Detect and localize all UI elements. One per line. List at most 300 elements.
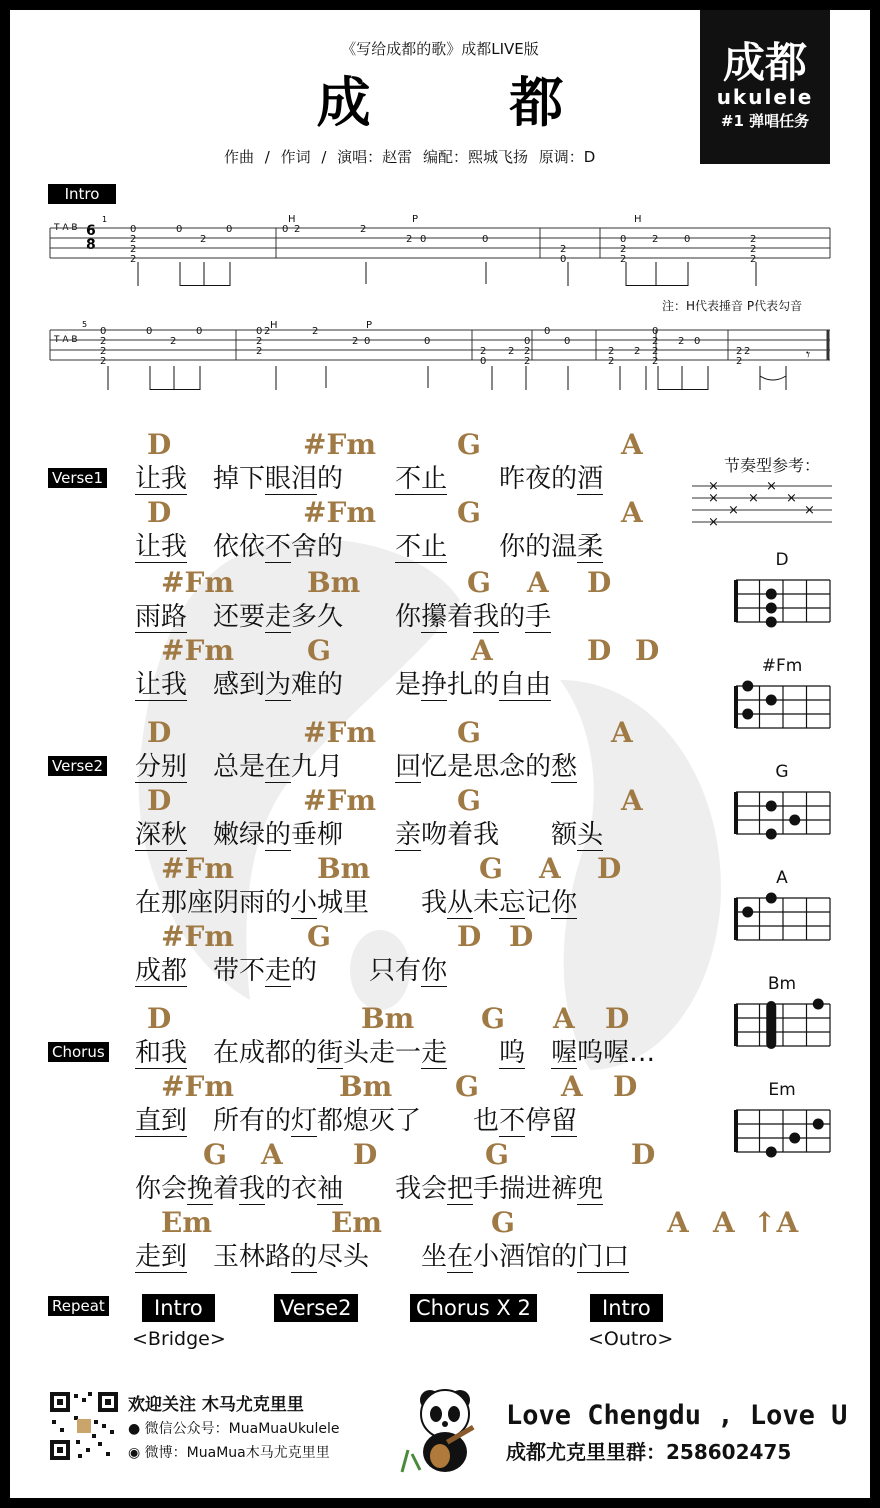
lyric-line — [135, 568, 695, 636]
repeat-label: Repeat — [48, 1296, 109, 1316]
lyric-segment: 在那座阴雨的 — [135, 888, 292, 918]
svg-text:2: 2 — [100, 356, 107, 367]
lyric-segment: 手揣进裤 — [473, 1174, 578, 1204]
lyric-segment: 城里 我 — [317, 888, 448, 918]
svg-text:×: × — [804, 503, 815, 518]
intro-label: Intro — [48, 184, 116, 204]
lyric-segment: 你的温 — [447, 532, 578, 562]
lyric-segment: 舍的 — [291, 532, 396, 562]
rhythm-pattern — [692, 478, 834, 528]
lyric-text — [135, 886, 577, 920]
chord-label: Em — [161, 1206, 212, 1239]
chord-diagram-d — [732, 574, 836, 634]
lyric-segment: 走到 — [135, 1242, 188, 1272]
svg-text:2: 2 — [508, 346, 515, 357]
lyric-segment: 着 — [213, 1174, 240, 1204]
svg-text:0: 0 — [282, 224, 289, 235]
chord-diagram-a — [732, 892, 836, 952]
repeat-intro-box: Intro — [142, 1294, 215, 1322]
finger-dot — [766, 1147, 777, 1158]
chord-label: Bm — [317, 852, 371, 885]
song-title: 成 都 — [316, 71, 624, 134]
lyric-segment: 雨路 — [135, 602, 188, 632]
chord-diagram-name: Bm — [767, 974, 797, 994]
lyric-segment: 把 — [447, 1174, 474, 1204]
lyric-segment: 和我 — [135, 1038, 188, 1068]
svg-text:2: 2 — [170, 336, 177, 347]
chord-diagram-name: D — [775, 550, 789, 570]
lyric-segment: 忆是思念的 — [421, 752, 552, 782]
finger-dot — [813, 999, 824, 1010]
lyric-segment: 在成都的 — [187, 1038, 318, 1068]
lyric-text — [135, 1036, 655, 1070]
chord-label: G — [307, 634, 331, 667]
chord-label: A — [553, 1002, 575, 1035]
chord-label: G — [457, 716, 481, 749]
lyric-segment: 我 — [239, 1174, 266, 1204]
svg-text:2: 2 — [294, 224, 301, 235]
svg-text:2: 2 — [652, 356, 659, 367]
lyric-segment: 着 — [447, 602, 474, 632]
lyric-line — [135, 498, 695, 566]
svg-text:×: × — [708, 491, 719, 506]
svg-text:2: 2 — [750, 234, 757, 245]
tab-staff-1 — [48, 206, 838, 286]
lyric-segment: 挽 — [187, 1174, 214, 1204]
svg-text:2: 2 — [744, 346, 751, 357]
lyric-text — [135, 954, 447, 988]
lyric-text — [135, 668, 551, 702]
lyric-segment: 带不 — [187, 956, 266, 986]
chord-diagram-name: #Fm — [761, 656, 803, 676]
lyric-segment: 愁 — [551, 752, 578, 782]
tab-row-label: T A B — [54, 335, 78, 345]
chord-label: A — [611, 716, 633, 749]
lyric-segment: 你 — [551, 888, 578, 918]
chord-label: #Fm — [303, 784, 376, 817]
lyric-segment: 尽头 坐 — [317, 1242, 448, 1272]
repeat-outro-box: Intro — [590, 1294, 663, 1322]
finger-dot — [766, 603, 777, 614]
bar-number: 5 — [82, 320, 88, 329]
svg-text:2: 2 — [100, 336, 107, 347]
chord-label: ↑A — [753, 1206, 799, 1239]
svg-text:0: 0 — [226, 224, 233, 235]
svg-text:2: 2 — [608, 346, 615, 357]
chord-label: Bm — [339, 1070, 393, 1103]
chord-label: D — [631, 1138, 656, 1171]
lyric-segment: 的 — [265, 820, 292, 850]
chord-label: G — [457, 428, 481, 461]
logo-ukulele: ukulele — [716, 85, 814, 109]
lyric-segment: 依依 — [187, 532, 266, 562]
svg-text:2: 2 — [406, 234, 413, 245]
svg-text:2: 2 — [256, 336, 263, 347]
svg-text:×: × — [786, 491, 797, 506]
bar-number: 1 — [102, 215, 108, 224]
lyric-segment: 让我 — [135, 670, 188, 700]
lyric-line — [135, 922, 695, 990]
lyric-text — [135, 530, 603, 564]
lyric-segment: 眼泪 — [265, 464, 318, 494]
lyric-segment: 头 — [577, 820, 604, 850]
lyric-segment: 未 — [473, 888, 500, 918]
finger-dot — [789, 1133, 800, 1144]
finger-dot — [742, 907, 753, 918]
finger-dot — [766, 617, 777, 628]
svg-text:2: 2 — [750, 254, 757, 265]
svg-text:×: × — [728, 503, 739, 518]
lyric-segment: 总是 — [187, 752, 266, 782]
chord-label: A — [561, 1070, 583, 1103]
svg-text:P: P — [366, 320, 373, 331]
svg-text:×: × — [766, 479, 777, 494]
lyric-segment: 的 — [499, 602, 526, 632]
finger-dot — [813, 1119, 824, 1130]
lyric-segment: 亲 — [395, 820, 422, 850]
lyric-text — [135, 1240, 629, 1274]
chord-label: G — [479, 852, 503, 885]
svg-text:2: 2 — [750, 244, 757, 255]
qr-code-icon — [48, 1390, 120, 1462]
lyric-segment: 的 只有 — [291, 956, 422, 986]
wechat-line — [128, 1418, 340, 1438]
svg-text:2: 2 — [100, 346, 107, 357]
group-number: 成都尤克里里群：258602475 — [506, 1440, 792, 1464]
chord-label: D — [597, 852, 622, 885]
lyric-text — [135, 1104, 577, 1138]
chord-label: #Fm — [161, 566, 234, 599]
lyric-segment: 掉下 — [187, 464, 266, 494]
follow-text: 欢迎关注 木马尤克里里 — [128, 1395, 304, 1415]
chord-label: G — [457, 496, 481, 529]
tab-row-label: T A B — [54, 223, 78, 233]
svg-text:2: 2 — [524, 356, 531, 367]
lyric-segment: 还要 — [187, 602, 266, 632]
chord-label: A — [261, 1138, 283, 1171]
lyric-segment: 垂柳 — [291, 820, 396, 850]
svg-text:H: H — [634, 214, 642, 225]
lyric-segment: 走 — [421, 1038, 448, 1068]
weibo-account: 微博：MuaMua木马尤克里里 — [144, 1445, 330, 1461]
chord-label: D — [509, 920, 534, 953]
chord-label: D — [147, 716, 172, 749]
svg-text:0: 0 — [480, 356, 487, 367]
brand-logo — [700, 10, 830, 164]
svg-text:2: 2 — [264, 326, 271, 337]
lyric-segment: 袖 — [317, 1174, 344, 1204]
chord-label: D — [605, 1002, 630, 1035]
outro-label: <Outro> — [588, 1328, 674, 1350]
song-sheet — [10, 10, 870, 1498]
svg-text:0: 0 — [482, 234, 489, 245]
svg-text:2: 2 — [312, 326, 319, 337]
section-label-verse1: Verse1 — [48, 468, 107, 488]
svg-text:2: 2 — [200, 234, 207, 245]
song-subtitle: 《写给成都的歌》成都LIVE版 — [341, 40, 539, 58]
lyric-line — [135, 1072, 695, 1140]
lyric-segment: 不止 — [395, 464, 448, 494]
wechat-icon: ● — [128, 1421, 141, 1437]
svg-text:0: 0 — [524, 336, 531, 347]
lyric-segment: 小酒馆的 — [473, 1242, 578, 1272]
barre-mark — [766, 1001, 776, 1049]
lyric-segment: 停 — [525, 1106, 552, 1136]
chord-label: D — [635, 634, 660, 667]
finger-dot — [742, 709, 753, 720]
chord-label: D — [587, 634, 612, 667]
chord-label: Bm — [361, 1002, 415, 1035]
lyric-segment: 门口 — [577, 1242, 630, 1272]
lyric-segment: 不 — [499, 1106, 526, 1136]
lyric-text — [135, 600, 551, 634]
svg-text:2: 2 — [480, 346, 487, 357]
svg-text:×: × — [748, 491, 759, 506]
tab-legend-note: 注：H代表捶音 P代表勾音 — [662, 299, 803, 313]
lyric-segment: 多久 你 — [291, 602, 422, 632]
lyric-text — [135, 818, 603, 852]
lyric-text — [135, 1172, 603, 1206]
lyric-segment: 酒 — [577, 464, 604, 494]
svg-text:0: 0 — [424, 336, 431, 347]
svg-text:0: 0 — [560, 254, 567, 265]
svg-text:0: 0 — [176, 224, 183, 235]
svg-text:P: P — [412, 214, 419, 225]
lyric-segment: 自由 — [499, 670, 552, 700]
svg-text:2: 2 — [678, 336, 685, 347]
svg-text:0: 0 — [544, 326, 551, 337]
chord-diagram-name: G — [775, 762, 789, 782]
lyric-segment: 手 — [525, 602, 552, 632]
lyric-line — [135, 636, 695, 704]
lyric-line — [135, 1140, 695, 1208]
chord-label: A — [667, 1206, 689, 1239]
lyric-segment: 的 — [317, 464, 396, 494]
chord-diagram-name: A — [776, 868, 788, 888]
repeat-chorus-box: Chorus X 2 — [410, 1294, 537, 1322]
bridge-label: <Bridge> — [132, 1328, 226, 1350]
chord-label: #Fm — [161, 1070, 234, 1103]
wechat-account: 微信公众号：MuaMuaUkulele — [144, 1421, 340, 1437]
chord-label: G — [457, 784, 481, 817]
svg-text:𝄾: 𝄾 — [806, 345, 811, 364]
chord-label: #Fm — [303, 496, 376, 529]
lyric-segment: 我 — [473, 602, 500, 632]
lyric-segment: 让我 — [135, 532, 188, 562]
chord-label: #Fm — [161, 852, 234, 885]
svg-text:2: 2 — [360, 224, 367, 235]
lyric-segment: 让我 — [135, 464, 188, 494]
lyric-line — [135, 1004, 695, 1072]
lyric-segment: 在 — [265, 752, 292, 782]
lyric-line — [135, 1206, 799, 1276]
lyric-segment: 灯 — [291, 1106, 318, 1136]
lyric-text — [135, 750, 577, 784]
song-credits: 作曲 / 作词 / 演唱：赵雷 编配：熙城飞扬 原调：D — [224, 148, 596, 166]
repeat-verse2-box: Verse2 — [274, 1294, 358, 1322]
svg-text:×: × — [708, 515, 719, 528]
lyric-segment: 九月 — [291, 752, 396, 782]
svg-text:2: 2 — [608, 356, 615, 367]
logo-tagline: #1 弹唱任务 — [720, 112, 810, 130]
lyric-segment: 的 — [291, 1242, 318, 1272]
chord-label: Em — [331, 1206, 382, 1239]
chord-label: D — [147, 496, 172, 529]
svg-text:2: 2 — [524, 346, 531, 357]
lyric-segment: 忘 — [499, 888, 526, 918]
lyric-segment: 都熄灭了 也 — [317, 1106, 500, 1136]
chord-label: A — [713, 1206, 735, 1239]
chord-label: D — [457, 920, 482, 953]
lyric-text — [135, 462, 603, 496]
weibo-line — [128, 1442, 330, 1462]
chord-label: #Fm — [303, 428, 376, 461]
chord-label: Bm — [307, 566, 361, 599]
lyric-segment: 走 — [265, 956, 292, 986]
lyric-segment — [447, 1038, 499, 1068]
svg-text:2: 2 — [352, 336, 359, 347]
svg-text:H: H — [288, 214, 296, 225]
lyric-segment: 的衣 — [265, 1174, 318, 1204]
lyric-segment: 深秋 — [135, 820, 188, 850]
finger-dot — [789, 815, 800, 826]
lyric-segment: 记 — [525, 888, 552, 918]
chord-label: G — [203, 1138, 227, 1171]
chord-label: D — [587, 566, 612, 599]
lyric-segment: 直到 — [135, 1106, 188, 1136]
time-signature: 6 8 — [86, 223, 96, 253]
svg-text:0: 0 — [420, 234, 427, 245]
chord-diagram-name: Em — [768, 1080, 796, 1100]
chord-label: D — [147, 1002, 172, 1035]
finger-dot — [742, 681, 753, 692]
lyric-line — [135, 854, 695, 922]
svg-text:2: 2 — [736, 346, 743, 357]
tab-staff-2 — [48, 310, 838, 390]
lyric-segment: 留 — [551, 1106, 578, 1136]
lyric-segment: 喔 — [551, 1038, 578, 1068]
lyric-segment: 我会 — [343, 1174, 448, 1204]
lyric-segment: 嫩绿 — [187, 820, 266, 850]
svg-text:2: 2 — [130, 234, 137, 245]
chord-label: A — [621, 784, 643, 817]
lyric-segment: 呜喔… — [577, 1038, 656, 1068]
svg-text:0: 0 — [196, 326, 203, 337]
section-label-chorus: Chorus — [48, 1042, 109, 1062]
chord-label: #Fm — [303, 716, 376, 749]
lyric-segment: 你 — [421, 956, 448, 986]
chord-label: G — [455, 1070, 479, 1103]
chord-label: D — [613, 1070, 638, 1103]
svg-text:0: 0 — [256, 326, 263, 337]
lyric-segment: 兜 — [577, 1174, 604, 1204]
svg-text:2: 2 — [620, 254, 627, 265]
chord-label: #Fm — [161, 920, 234, 953]
lyric-segment: 挣 — [421, 670, 448, 700]
svg-text:2: 2 — [652, 234, 659, 245]
chord-diagram-sharpfm — [732, 680, 836, 740]
lyric-segment: 不止 — [395, 532, 448, 562]
svg-text:2: 2 — [620, 244, 627, 255]
chord-label: G — [467, 566, 491, 599]
svg-text:H: H — [270, 320, 278, 331]
lyric-segment: 攥 — [421, 602, 448, 632]
love-slogan: Love Chengdu , Love U — [506, 1400, 848, 1431]
finger-dot — [766, 801, 777, 812]
lyric-segment: 成都 — [135, 956, 188, 986]
svg-text:0: 0 — [564, 336, 571, 347]
svg-text:0: 0 — [684, 234, 691, 245]
chord-label: #Fm — [161, 634, 234, 667]
chord-label: D — [147, 784, 172, 817]
lyric-segment: 在 — [447, 1242, 474, 1272]
rhythm-title: 节奏型参考： — [724, 456, 821, 475]
svg-text:2: 2 — [560, 244, 567, 255]
lyric-segment: 走 — [265, 602, 292, 632]
svg-text:0: 0 — [364, 336, 371, 347]
svg-text:2: 2 — [736, 356, 743, 367]
lyric-segment: 吻着我 额 — [421, 820, 578, 850]
lyric-segment: 昨夜的 — [447, 464, 578, 494]
chord-diagram-bm — [732, 998, 836, 1058]
lyric-segment: 从 — [447, 888, 474, 918]
svg-text:0: 0 — [620, 234, 627, 245]
lyric-segment: 呜 — [499, 1038, 526, 1068]
svg-text:2: 2 — [130, 244, 137, 255]
svg-text:2: 2 — [130, 254, 137, 265]
lyric-segment — [525, 1038, 551, 1068]
svg-text:0: 0 — [100, 326, 107, 337]
chord-label: A — [471, 634, 493, 667]
svg-text:0: 0 — [652, 326, 659, 337]
lyric-segment: 不 — [265, 532, 292, 562]
lyric-segment: 头走一 — [343, 1038, 422, 1068]
svg-text:2: 2 — [256, 346, 263, 357]
svg-text:×: × — [708, 479, 719, 494]
svg-text:2: 2 — [652, 346, 659, 357]
chord-diagram-g — [732, 786, 836, 846]
chord-label: A — [539, 852, 561, 885]
lyric-segment: 回 — [395, 752, 422, 782]
lyric-segment: 街 — [317, 1038, 344, 1068]
chord-label: G — [481, 1002, 505, 1035]
svg-text:0: 0 — [146, 326, 153, 337]
section-label-verse2: Verse2 — [48, 756, 107, 776]
lyric-segment: 柔 — [577, 532, 604, 562]
chord-label: G — [307, 920, 331, 953]
lyric-segment: 小 — [291, 888, 318, 918]
lyric-segment: 所有的 — [187, 1106, 292, 1136]
chord-label: A — [527, 566, 549, 599]
lyric-line — [135, 430, 695, 498]
finger-dot — [766, 589, 777, 600]
lyric-segment: 感到 — [187, 670, 266, 700]
weibo-icon: ◉ — [128, 1445, 141, 1461]
lyric-segment: 难的 是 — [291, 670, 422, 700]
chord-diagram-em — [732, 1104, 836, 1164]
lyric-segment: 你会 — [135, 1174, 188, 1204]
svg-text:0: 0 — [694, 336, 701, 347]
finger-dot — [766, 893, 777, 904]
chord-label: A — [621, 428, 643, 461]
chord-label: G — [485, 1138, 509, 1171]
logo-title: 成都 — [722, 38, 807, 87]
svg-text:0: 0 — [130, 224, 137, 235]
lyric-line — [135, 786, 695, 854]
lyric-segment: 玉林路 — [187, 1242, 292, 1272]
chord-label: A — [621, 496, 643, 529]
chord-label: G — [491, 1206, 515, 1239]
